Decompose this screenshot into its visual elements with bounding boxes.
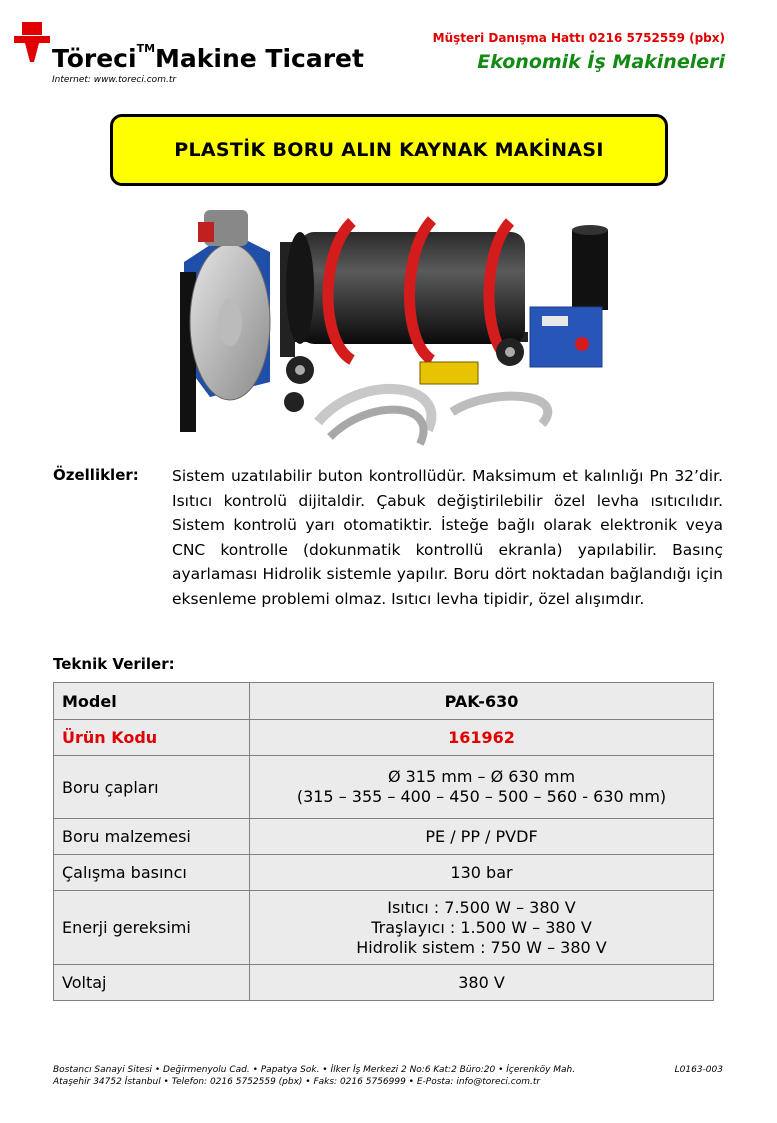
- row-label: Boru malzemesi: [54, 819, 250, 855]
- technical-label: Teknik Veriler:: [53, 655, 175, 673]
- value-line: Isıtıcı : 7.500 W – 380 V: [387, 897, 576, 917]
- features-label: Özellikler:: [53, 466, 139, 484]
- value-line: Ø 315 mm – Ø 630 mm: [387, 767, 576, 786]
- table-row: [54, 965, 714, 1001]
- table-row: [54, 855, 714, 891]
- table-row: [54, 756, 714, 819]
- row-value: 161962: [250, 720, 714, 756]
- toreci-logo-icon: [12, 22, 52, 64]
- row-label: Voltaj: [54, 965, 250, 1001]
- slogan-text: Ekonomik İş Makineleri: [477, 51, 725, 73]
- document-code: L0163-003: [674, 1065, 723, 1075]
- features-text: Sistem uzatılabilir buton kontrollüdür. Maksimum et kalınlığı Pn 32’dir. Isıtıcı kontrolü dijitaldir. Çabuk değiştirilebilir özel levha ısıtıcılıdır. Sistem kontrolü yarı otomatiktir. İsteğe bağlı olarak elektronik veya CNC kontrolle (dokunmatik kontrollü ekranla) yapılabilir. Basınç ayarlaması Hidrolik sistemle yapılır. Boru dört noktadan bağlandığı için eksenleme problemi olmaz. Isıtıcı levha tipidir, özel alışımdır.: [172, 467, 723, 608]
- title-box: [110, 114, 668, 186]
- value-line: Traşlayıcı : 1.500 W – 380 V: [371, 917, 592, 937]
- table-row: [54, 720, 714, 756]
- row-label: Ürün Kodu: [54, 720, 250, 756]
- footer-contact-line: Ataşehir 34752 İstanbul • Telefon: 0216 5752559 (pbx) • Faks: 0216 5756999 • E-Posta: info@toreci.com.tr: [53, 1077, 541, 1087]
- row-value: PE / PP / PVDF: [250, 819, 714, 855]
- website-text: Internet: www.toreci.com.tr: [52, 75, 177, 85]
- row-value: [250, 756, 714, 819]
- table-row: [54, 819, 714, 855]
- row-value: 130 bar: [250, 855, 714, 891]
- spec-table: [53, 682, 714, 1001]
- row-label: Model: [54, 683, 250, 720]
- row-label: Çalışma basıncı: [54, 855, 250, 891]
- brand-name: Töreci™Makine Ticaret: [52, 42, 364, 73]
- page-title: PLASTİK BORU ALIN KAYNAK MAKİNASI: [174, 139, 604, 161]
- table-row: [54, 683, 714, 720]
- row-value: 380 V: [250, 965, 714, 1001]
- footer-address-line: Bostancı Sanayi Sitesi • Değirmenyolu Cad. • Papatya Sok. • İlker İş Merkezi 2 No:6 Kat:2 Büro:20 • İçerenköy Mah.: [53, 1065, 576, 1075]
- table-row: [54, 891, 714, 965]
- row-value: [250, 891, 714, 965]
- row-label: Boru çapları: [54, 756, 250, 819]
- value-line: Hidrolik sistem : 750 W – 380 V: [356, 937, 607, 957]
- hotline-text: Müşteri Danışma Hattı 0216 5752559 (pbx): [432, 31, 725, 45]
- value-line: (315 – 355 – 400 – 450 – 500 – 560 - 630 mm): [296, 787, 667, 806]
- row-label: Enerji gereksimi: [54, 891, 250, 965]
- product-image: [170, 192, 636, 454]
- row-value: PAK-630: [250, 683, 714, 720]
